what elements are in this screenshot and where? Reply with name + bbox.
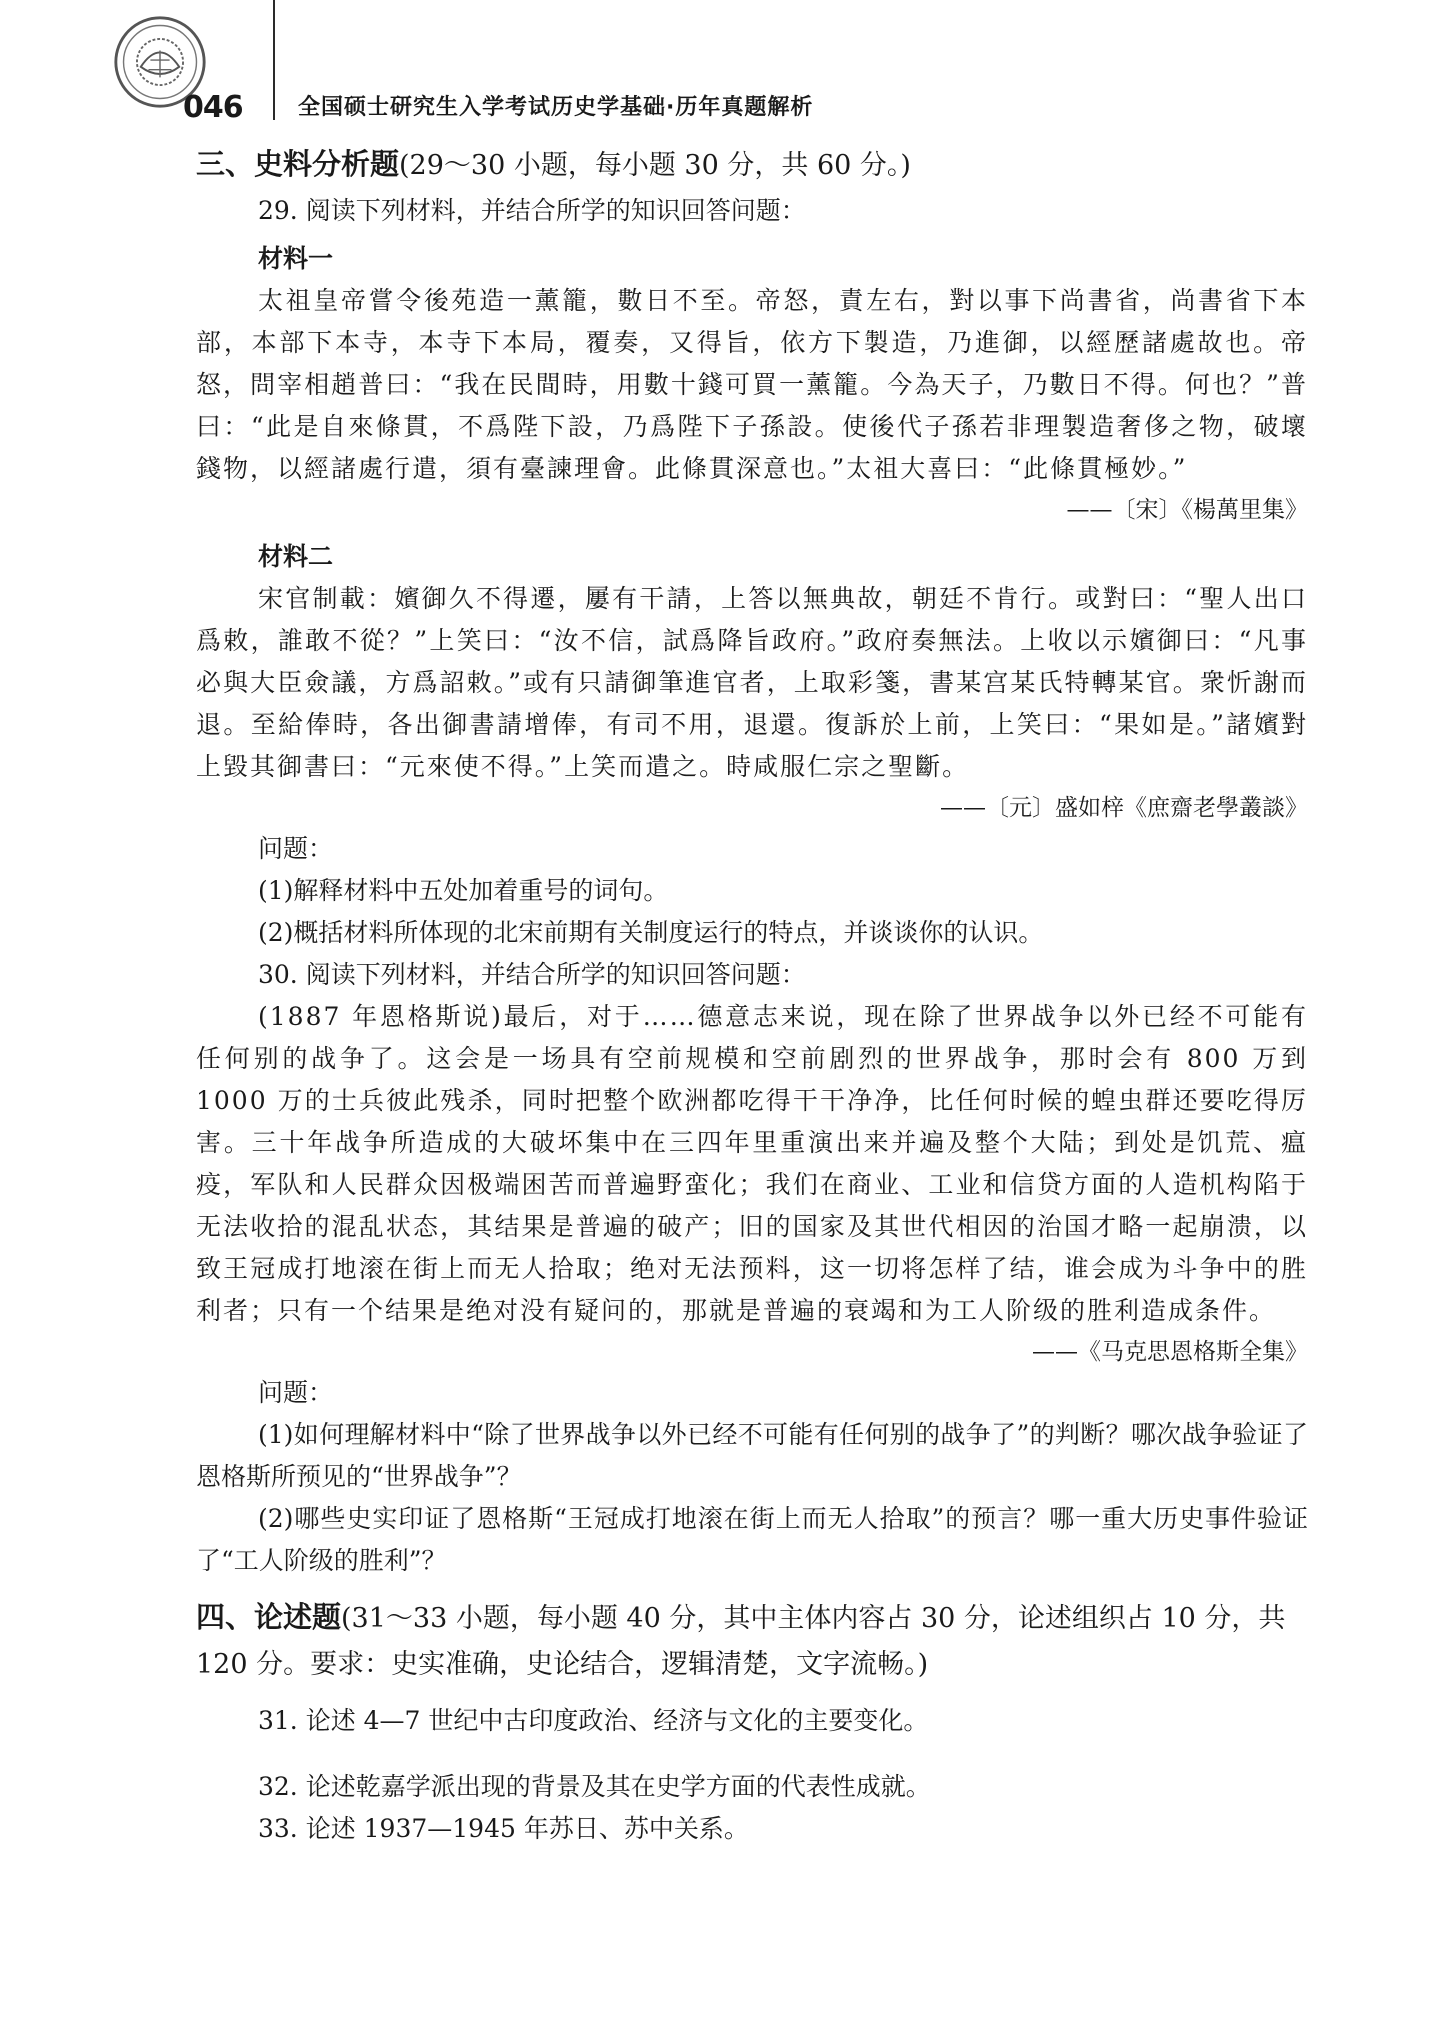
page-number: 046	[183, 90, 243, 125]
question-29-label: 问题：	[258, 834, 334, 863]
spacer	[196, 1742, 1308, 1766]
material-1-label: 材料一	[258, 244, 334, 273]
question-31: 31. 论述 4—7 世纪中古印度政治、经济与文化的主要变化。	[258, 1706, 929, 1735]
question-29-sub-2: (2)概括材料所体现的北宋前期有关制度运行的特点，并谈谈你的认识。	[258, 918, 1044, 947]
question-30-material: (1887 年恩格斯说)最后，对于……德意志来说，现在除了世界战争以外已经不可能有任何别的战争了。这会是一场具有空前规模和空前剧烈的世界战争，那时会有 800 万到 1000 万的士兵彼此残杀，同时把整个欧洲都吃得干干净净，比任何时候的蝗虫群还要吃得厉害。三十年战争所造成的大破坏集中在三四年里重演出来并遍及整个大陆；到处是饥荒、瘟疫，军队和人民群众因极端困苦而普遍野蛮化；我们在商业、工业和信贷方面的人造机构陷于无法收拾的混乱状态，其结果是普遍的破产；旧的国家及其世代相因的治国才略一起崩溃，以致王冠成打地滚在街上而无人拾取；绝对无法预料，这一切将怎样了结，谁会成为斗争中的胜利者；只有一个结果是绝对没有疑问的，那就是普遍的衰竭和为工人阶级的胜利造成条件。	[196, 1002, 1308, 1325]
question-30-source: ——《马克思恩格斯全集》	[1032, 1339, 1308, 1365]
material-1-source: ——〔宋〕《楊萬里集》	[1066, 497, 1308, 523]
question-30-sub-2: (2)哪些史实印证了恩格斯“王冠成打地滚在街上而无人拾取”的预言？哪一重大历史事件验证了“工人阶级的胜利”？	[196, 1504, 1308, 1575]
section-4-title-bold: 四、论述题	[196, 1600, 342, 1634]
question-30-stem: 30. 阅读下列材料，并结合所学的知识回答问题：	[258, 960, 806, 989]
material-2-source: ——〔元〕盛如梓《庶齋老學叢談》	[940, 795, 1308, 821]
question-30-label: 问题：	[258, 1378, 334, 1407]
spacer	[196, 1582, 1308, 1594]
section-3-title	[196, 140, 1308, 190]
material-1-text: 太祖皇帝嘗令後苑造一薰籠，數日不至。帝怒，責左右，對以事下尚書省，尚書省下本部，本部下本寺，本寺下本局，覆奏，又得旨，依方下製造，乃進御，以經歷諸處故也。帝怒，問宰相趙普曰：“我在民間時，用數十錢可買一薰籠。今為天子，乃數日不得。何也？”普曰：“此是自來條貫，不爲陛下設，乃爲陛下子孫設。使後代子孫若非理製造奢侈之物，破壞錢物，以經諸處行遣，須有臺諫理會。此條貫深意也。”太祖大喜曰：“此條貫極妙。”	[196, 286, 1308, 483]
running-title: 全国硕士研究生入学考试历史学基础·历年真题解析	[298, 95, 814, 120]
section-3-title-rest: (29～30 小题，每小题 30 分，共 60 分。)	[399, 150, 911, 181]
question-29-sub-1: (1)解释材料中五处加着重号的词句。	[258, 876, 669, 905]
question-32: 32. 论述乾嘉学派出现的背景及其在史学方面的代表性成就。	[258, 1772, 931, 1801]
section-3-title-bold: 三、史料分析题	[196, 147, 400, 181]
material-2-text: 宋官制載：嬪御久不得遷，屢有干請，上答以無典故，朝廷不肯行。或對曰：“聖人出口爲敕，誰敢不從？”上笑曰：“汝不信，試爲降旨政府。”政府奏無法。上收以示嬪御曰：“凡事必與大臣僉議，方爲詔敕。”或有只請御筆進官者，上取彩箋，書某宫某氏特轉某官。衆忻謝而退。至給俸時，各出御書請增俸，有司不用，退還。復訴於上前，上笑曰：“果如是。”諸嬪對上毀其御書曰：“元來使不得。”上笑而遣之。時咸服仁宗之聖斷。	[196, 584, 1308, 781]
question-30-sub-1: (1)如何理解材料中“除了世界战争以外已经不可能有任何别的战争了”的判断？哪次战争验证了恩格斯所预见的“世界战争”？	[196, 1420, 1308, 1491]
spacer	[196, 1688, 1308, 1700]
header-divider	[273, 0, 275, 120]
section-4-title	[196, 1594, 1308, 1688]
material-2-label: 材料二	[258, 542, 334, 571]
question-29-stem: 29. 阅读下列材料，并结合所学的知识回答问题：	[258, 196, 806, 225]
page-body	[196, 140, 1308, 1850]
section-4-title-rest: (31～33 小题，每小题 40 分，其中主体内容占 30 分，论述组织占 10 分，共 120 分。要求：史实准确，史论结合，逻辑清楚，文字流畅。)	[196, 1603, 1286, 1680]
question-33: 33. 论述 1937—1945 年苏日、苏中关系。	[258, 1814, 749, 1843]
